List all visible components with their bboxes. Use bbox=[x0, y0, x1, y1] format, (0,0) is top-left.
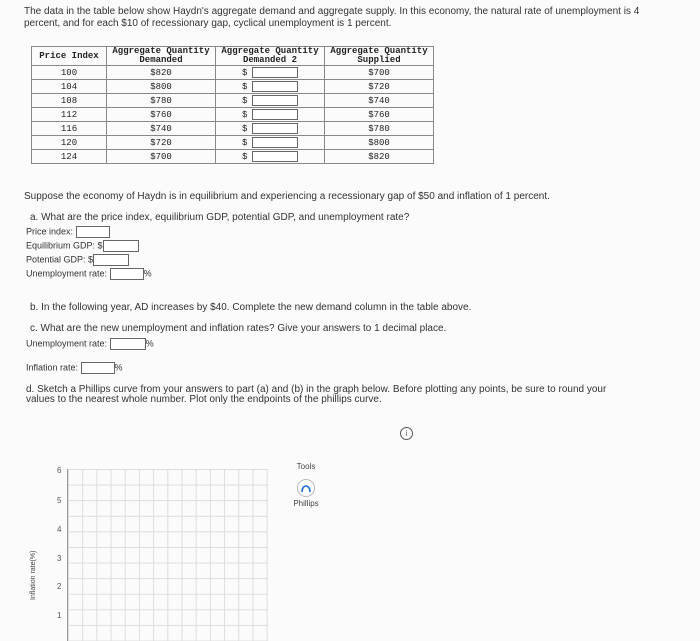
y-tick-4: 4 bbox=[57, 525, 62, 534]
phillips-tool-button[interactable] bbox=[276, 479, 336, 508]
table-row bbox=[32, 150, 434, 164]
price-index-input[interactable] bbox=[76, 226, 110, 238]
demanded-cell: $760 bbox=[107, 108, 216, 122]
demanded-cell: $740 bbox=[107, 122, 216, 136]
table-row bbox=[32, 108, 434, 122]
demanded-cell: $780 bbox=[107, 94, 216, 108]
header-price-index: Price Index bbox=[32, 47, 107, 66]
price-index-label: Price index: bbox=[26, 226, 74, 237]
demanded-2-input[interactable] bbox=[252, 109, 298, 120]
demanded-cell: $700 bbox=[107, 150, 216, 164]
phillips-tool-label: Phillips bbox=[293, 499, 319, 508]
part-b-question: b. In the following year, AD increases by $40. Complete the new demand column in the table above. bbox=[30, 302, 472, 313]
price-cell: 100 bbox=[32, 66, 107, 80]
part-d-question: d. Sketch a Phillips curve from your answers to part (a) and (b) in the graph below. Before plotting any points, be sure to round your values to the nearest whole number. Plot only the endpoints of the phillips curve. bbox=[26, 384, 607, 405]
part-a-question: a. What are the price index, equilibrium GDP, potential GDP, and unemployment rate? bbox=[30, 212, 410, 223]
demanded-2-input[interactable] bbox=[252, 67, 298, 78]
price-cell: 108 bbox=[32, 94, 107, 108]
potential-gdp-label: Potential GDP: $ bbox=[26, 254, 94, 265]
demanded-2-cell bbox=[216, 122, 325, 136]
dollar-sign: $ bbox=[242, 109, 248, 120]
y-tick-2: 2 bbox=[57, 582, 62, 591]
price-cell: 112 bbox=[32, 108, 107, 122]
phillips-graph-grid[interactable] bbox=[68, 469, 268, 641]
data-table bbox=[31, 46, 434, 164]
header-quantity-demanded-2: Aggregate Quantity Demanded 2 bbox=[216, 47, 325, 66]
y-tick-3: 3 bbox=[57, 554, 62, 563]
equilibrium-gdp-label: Equilibrium GDP: $ bbox=[26, 240, 103, 251]
supplied-cell: $820 bbox=[325, 150, 434, 164]
price-cell: 104 bbox=[32, 80, 107, 94]
header-quantity-demanded: Aggregate Quantity Demanded bbox=[107, 47, 216, 66]
demanded-2-cell bbox=[216, 150, 325, 164]
supplied-cell: $720 bbox=[325, 80, 434, 94]
dollar-sign: $ bbox=[242, 123, 248, 134]
unemployment-rate-c-input[interactable] bbox=[110, 338, 146, 350]
demanded-2-cell bbox=[216, 94, 325, 108]
y-axis-label: Inflation rate(%) bbox=[30, 550, 37, 600]
tools-title: Tools bbox=[296, 462, 316, 471]
y-tick-6: 6 bbox=[57, 466, 62, 475]
supplied-cell: $760 bbox=[325, 108, 434, 122]
table-row bbox=[32, 80, 434, 94]
percent-sign: % bbox=[114, 362, 123, 373]
demanded-2-cell bbox=[216, 80, 325, 94]
demanded-2-input[interactable] bbox=[252, 81, 298, 92]
supplied-cell: $740 bbox=[325, 94, 434, 108]
dollar-sign: $ bbox=[242, 67, 248, 78]
demanded-cell: $800 bbox=[107, 80, 216, 94]
table-row bbox=[32, 94, 434, 108]
price-cell: 120 bbox=[32, 136, 107, 150]
demanded-2-input[interactable] bbox=[252, 123, 298, 134]
table-row bbox=[32, 66, 434, 80]
demanded-2-cell bbox=[216, 108, 325, 122]
demanded-2-input[interactable] bbox=[252, 95, 298, 106]
unemployment-rate-c-label: Unemployment rate: bbox=[26, 338, 108, 349]
intro-text: The data in the table below show Haydn's aggregate demand and aggregate supply. In this economy, the natural rate of unemployment is 4 percent, and for each $10 of recessionary gap, cyclical unemployment is 1 percent. bbox=[24, 6, 640, 29]
inflation-rate-row bbox=[26, 362, 123, 374]
dollar-sign: $ bbox=[242, 81, 248, 92]
header-quantity-supplied: Aggregate Quantity Supplied bbox=[325, 47, 434, 66]
y-axis-line bbox=[67, 469, 68, 641]
scenario-text: Suppose the economy of Haydn is in equilibrium and experiencing a recessionary gap of $50 and inflation of 1 percent. bbox=[24, 191, 550, 202]
percent-sign: % bbox=[143, 268, 152, 279]
supplied-cell: $700 bbox=[325, 66, 434, 80]
table-row bbox=[32, 122, 434, 136]
y-tick-1: 1 bbox=[57, 611, 62, 620]
dollar-sign: $ bbox=[242, 137, 248, 148]
inflation-rate-label: Inflation rate: bbox=[26, 362, 79, 373]
demanded-2-cell bbox=[216, 66, 325, 80]
dollar-sign: $ bbox=[242, 95, 248, 106]
unemployment-rate-c-row bbox=[26, 338, 154, 350]
price-cell: 124 bbox=[32, 150, 107, 164]
demanded-cell: $720 bbox=[107, 136, 216, 150]
supplied-cell: $780 bbox=[325, 122, 434, 136]
supplied-cell: $800 bbox=[325, 136, 434, 150]
potential-gdp-row bbox=[26, 254, 129, 266]
demanded-2-input[interactable] bbox=[252, 151, 298, 162]
inflation-rate-input[interactable] bbox=[81, 362, 115, 374]
equilibrium-gdp-input[interactable] bbox=[103, 240, 139, 252]
price-cell: 116 bbox=[32, 122, 107, 136]
phillips-curve-icon bbox=[297, 479, 315, 497]
unemployment-rate-a-input[interactable] bbox=[110, 268, 144, 280]
dollar-sign: $ bbox=[242, 151, 248, 162]
y-tick-5: 5 bbox=[57, 496, 62, 505]
percent-sign: % bbox=[145, 338, 154, 349]
info-icon[interactable]: i bbox=[400, 427, 413, 440]
part-c-question: c. What are the new unemployment and inflation rates? Give your answers to 1 decimal place. bbox=[30, 323, 447, 334]
demanded-2-input[interactable] bbox=[252, 137, 298, 148]
tools-panel bbox=[276, 462, 336, 508]
equilibrium-gdp-row bbox=[26, 240, 139, 252]
demanded-2-cell bbox=[216, 136, 325, 150]
unemployment-rate-a-label: Unemployment rate: bbox=[26, 268, 108, 279]
price-index-row bbox=[26, 226, 110, 238]
unemployment-rate-a-row bbox=[26, 268, 152, 280]
table-row bbox=[32, 136, 434, 150]
y-axis-label-wrap bbox=[30, 520, 42, 600]
demanded-cell: $820 bbox=[107, 66, 216, 80]
potential-gdp-input[interactable] bbox=[93, 254, 129, 266]
